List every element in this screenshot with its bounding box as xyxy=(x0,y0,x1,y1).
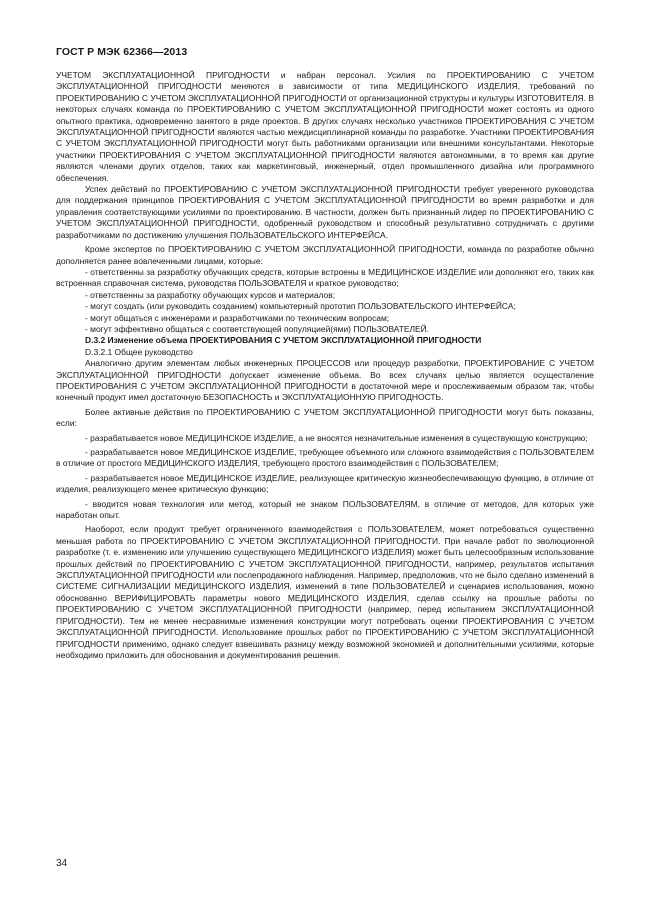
list-item: - могут эффективно общаться с соответствующей популяцией(ями) ПОЛЬЗОВАТЕЛЕЙ. xyxy=(85,323,430,334)
body-text xyxy=(56,70,594,661)
paragraph: Более активные действия по ПРОЕКТИРОВАНИЮ С УЧЕТОМ ЭКСПЛУАТАЦИОННОЙ ПРИГОДНОСТИ могут быть показаны, если: xyxy=(56,406,594,429)
list-item: - вводится новая технология или метод, который не знаком ПОЛЬЗОВАТЕЛЯМ, в отличие от методов, для которых уже наработан опыт. xyxy=(56,498,594,521)
section-heading: D.3.2 Изменение объема ПРОЕКТИРОВАНИЯ С УЧЕТОМ ЭКСПЛУАТАЦИОННОЙ ПРИГОДНОСТИ xyxy=(85,335,482,346)
list-item: - ответственны за разработку обучающих курсов и материалов; xyxy=(85,289,336,300)
paragraph: Кроме экспертов по ПРОЕКТИРОВАНИЮ С УЧЕТОМ ЭКСПЛУАТАЦИОННОЙ ПРИГОДНОСТИ, команда по разработке обычно дополняется ранее вовлеченными лицами, которые: xyxy=(56,244,594,266)
list-item: - разрабатывается новое МЕДИЦИНСКОЕ ИЗДЕЛИЕ, требующее объемного или сложного взаимодействия с ПОЛЬЗОВАТЕЛЕМ в отличие от простого МЕДИЦИНСКОГО ИЗДЕЛИЯ, требующего простого взаимодействия с ПОЛЬЗОВАТЕЛЕМ; xyxy=(56,447,594,469)
list-item: - разрабатывается новое МЕДИЦИНСКОЕ ИЗДЕЛИЕ, а не вносятся незначительные изменения в существующую конструкцию; xyxy=(85,432,588,443)
page-number: 34 xyxy=(56,858,68,869)
paragraph: Аналогично другим элементам любых инженерных ПРОЦЕССОВ или процедур разработки, ПРОЕКТИРОВАНИЕ С УЧЕТОМ ЭКСПЛУАТАЦИОННОЙ ПРИГОДНОСТИ допускает изменение объема. Во всех случаях целью является осуществление ПРОЕКТИРОВАНИЯ С УЧЕТОМ ЭКСПЛУАТАЦИОННОЙ ПРИГОДНОСТИ в достаточной мере и прослеживаемым образом так, чтобы конечный продукт имел достаточную БЕЗОПАСНОСТЬ и ЭКСПЛУАТАЦИОННУЮ ПРИГОДНОСТЬ. xyxy=(56,358,594,403)
list-item: - ответственны за разработку обучающих средств, которые встроены в МЕДИЦИНСКОЕ ИЗДЕЛИЕ или дополняют его, таких как встроенная справочная система, руководства ПОЛЬЗОВАТЕЛЯ и краткое руководство; xyxy=(56,266,594,289)
paragraph: Успех действий по ПРОЕКТИРОВАНИЮ С УЧЕТОМ ЭКСПЛУАТАЦИОННОЙ ПРИГОДНОСТИ требует уверенного руководства для поддержания принципов ПРОЕКТИРОВАНИЯ С УЧЕТОМ ЭКСПЛУАТАЦИОННОЙ ПРИГОДНОСТИ во время разработки и для управления соответствующими усилиями по проектированию. В частности, должен быть признанный лидер по ПРОЕКТИРОВАНИЮ С УЧЕТОМ ЭКСПЛУАТАЦИОННОЙ ПРИГОДНОСТИ, одобренный руководством и способный результативно сотрудничать с другими разработчиками по достижению улучшения ПОЛЬЗОВАТЕЛЬСКОГО ИНТЕРФЕЙСА. xyxy=(56,184,594,240)
paragraph: Наоборот, если продукт требует ограниченного взаимодействия с ПОЛЬЗОВАТЕЛЕМ, может потребоваться существенно меньшая работа по ПРОЕКТИРОВАНИЮ С УЧЕТОМ ЭКСПЛУАТАЦИОННОЙ ПРИГОДНОСТИ. При начале работ по эволюционной разработке (т. е. изменению или улучшению существующего МЕДИЦИНСКОГО ИЗДЕЛИЯ) может быть целесообразным использование прошлых действий по ПРОЕКТИРОВАНИЮ С УЧЕТОМ ЭКСПЛУАТАЦИОННОЙ ПРИГОДНОСТИ, например, результатов испытания ЭКСПЛУАТАЦИОННОЙ ПРИГОДНОСТИ или послепродажного наблюдения. Например, предположив, что не было сделано изменений в СИСТЕМЕ СИГНАЛИЗАЦИИ МЕДИЦИНСКОГО ИЗДЕЛИЯ, изменений в типе ПОЛЬЗОВАТЕЛЕЙ и сценариев использования, можно обоснованно ВЕРИФИЦИРОВАТЬ параметры нового МЕДИЦИНСКОГО ИЗДЕЛИЯ, сделав ссылку на прошлые работы по ПРОЕКТИРОВАНИЮ С УЧЕТОМ ЭКСПЛУАТАЦИОННОЙ ПРИГОДНОСТИ (например, перед испытанием ЭКСПЛУАТАЦИОННОЙ ПРИГОДНОСТИ). Тем не менее несравнимые изменения конструкции могут потребовать оценки ПРОЕКТИРОВАНИЯ С УЧЕТОМ ЭКСПЛУАТАЦИОННОЙ ПРИГОДНОСТИ. Использование прошлых работ по ПРОЕКТИРОВАНИЮ С УЧЕТОМ ЭКСПЛУАТАЦИОННОЙ ПРИГОДНОСТИ применимо, однако следует взвешивать разницу между возможной экономией и дополнительными усилиями, которые необходимо приложить для обоснования и документирования решения. xyxy=(56,524,594,660)
list-item: - могут общаться с инженерами и разработчиками по техническим вопросам; xyxy=(85,312,390,323)
paragraph: УЧЕТОМ ЭКСПЛУАТАЦИОННОЙ ПРИГОДНОСТИ и набран персонал. Усилия по ПРОЕКТИРОВАНИЮ С УЧЕТОМ ЭКСПЛУАТАЦИОННОЙ ПРИГОДНОСТИ меняются в зависимости от типа МЕДИЦИНСКОГО ИЗДЕЛИЯ, требований по ПРОЕКТИРОВАНИЮ С УЧЕТОМ ЭКСПЛУАТАЦИОННОЙ ПРИГОДНОСТИ от организационной структуры и культуры ИЗГОТОВИТЕЛЯ. В некоторых случаях команда по ПРОЕКТИРОВАНИЮ С УЧЕТОМ ЭКСПЛУАТАЦИОННОЙ ПРИГОДНОСТИ может состоять из одного опытного практика, одновременно занятого в ряде проектов. В других случаях несколько участников ПРОЕКТИРОВАНИЯ С УЧЕТОМ ЭКСПЛУАТАЦИОННОЙ ПРИГОДНОСТИ являются частью междисциплинарной команды по разработке. Участники ПРОЕКТИРОВАНИЯ С УЧЕТОМ ЭКСПЛУАТАЦИОННОЙ ПРИГОДНОСТИ могут быть работниками организации или внешними консультантами. Некоторые участники ПРОЕКТИРОВАНИЯ С УЧЕТОМ ЭКСПЛУАТАЦИОННОЙ ПРИГОДНОСТИ являются автономными, в то время как другие являются членами других отделов, таких как маркетинговый, инженерный, отдел промышленного дизайна или программного обеспечения. xyxy=(56,70,594,183)
subsection-heading: D.3.2.1 Общее руководство xyxy=(85,346,193,357)
standard-header: ГОСТ Р МЭК 62366—2013 xyxy=(56,46,188,58)
list-item: - могут создать (или руководить созданием) компьютерный прототип ПОЛЬЗОВАТЕЛЬСКОГО ИНТЕРФЕЙСА; xyxy=(85,301,516,312)
list-item: - разрабатывается новое МЕДИЦИНСКОЕ ИЗДЕЛИЕ, реализующее критическую жизнеобеспечивающую функцию, в отличие от изделия, реализующего менее критическую функцию; xyxy=(56,472,594,495)
